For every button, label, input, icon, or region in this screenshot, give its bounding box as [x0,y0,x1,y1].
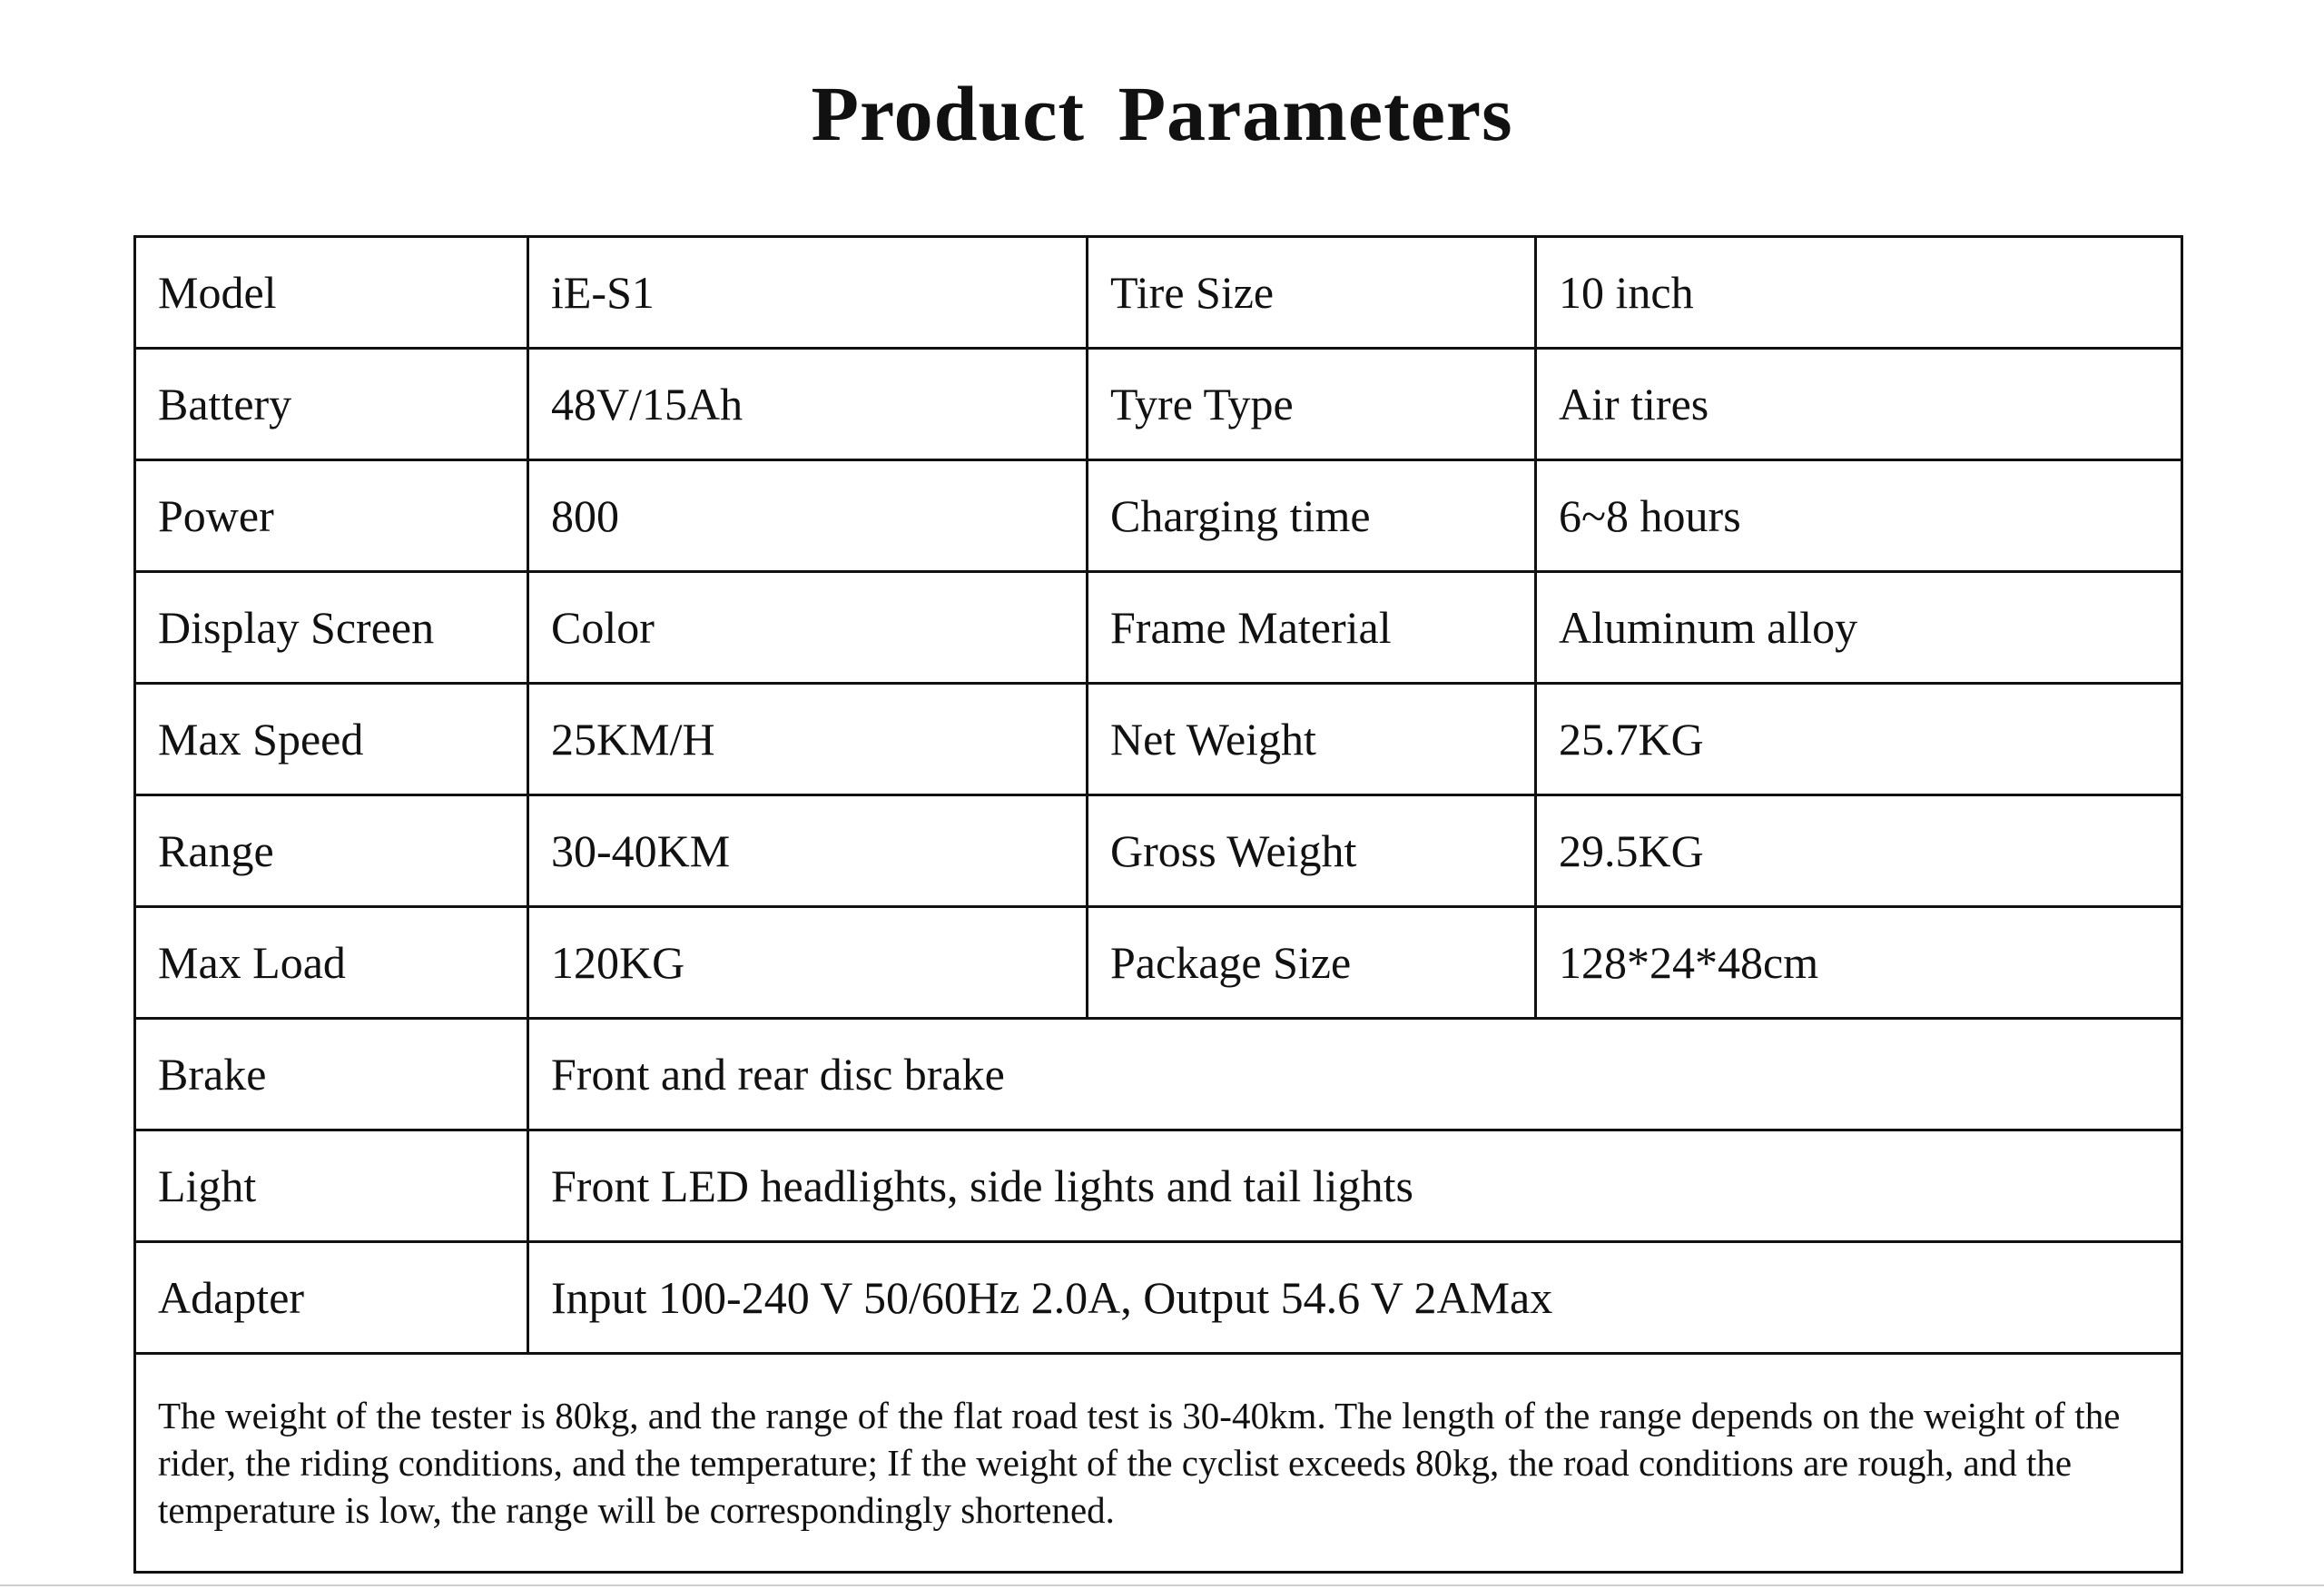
parameter-label: Tire Size [1088,237,1536,349]
table-row [135,237,2182,349]
range-note: The weight of the tester is 80kg, and the range of the flat road test is 30-40km. The length of the range depends on the weight of the rider, the riding conditions, and the temperature; If the weight of the cyclist exceeds 80kg, the road conditions are rough, and the temperature is low, the range will be correspondingly shortened. [135,1354,2182,1573]
parameter-label: Max Speed [135,684,528,795]
parameter-label: Display Screen [135,572,528,684]
parameter-label: Gross Weight [1088,795,1536,907]
table-row [135,572,2182,684]
parameter-label: Power [135,460,528,572]
parameter-label: Battery [135,349,528,460]
parameter-label: Tyre Type [1088,349,1536,460]
parameter-value: Input 100-240 V 50/60Hz 2.0A, Output 54.6 V 2AMax [528,1242,2182,1354]
table-row [135,1242,2182,1354]
table-row [135,460,2182,572]
parameter-value: 128*24*48cm [1536,907,2182,1019]
parameter-value: 29.5KG [1536,795,2182,907]
table-row [135,684,2182,795]
parameter-value: 48V/15Ah [528,349,1088,460]
table-row [135,1130,2182,1242]
parameter-value: 800 [528,460,1088,572]
parameter-value: Air tires [1536,349,2182,460]
page-title: Product Parameters [811,70,1513,157]
parameter-value: 30-40KM [528,795,1088,907]
parameter-label: Adapter [135,1242,528,1354]
divider [0,1584,2324,1586]
parameter-value: 25KM/H [528,684,1088,795]
parameter-label: Light [135,1130,528,1242]
parameter-value: iE-S1 [528,237,1088,349]
parameter-value: Color [528,572,1088,684]
table-row [135,907,2182,1019]
parameter-label: Charging time [1088,460,1536,572]
parameter-value: Front and rear disc brake [528,1019,2182,1130]
parameter-value: Aluminum alloy [1536,572,2182,684]
parameter-value: 10 inch [1536,237,2182,349]
table-row [135,1019,2182,1130]
parameter-label: Package Size [1088,907,1536,1019]
parameter-label: Range [135,795,528,907]
parameter-value: 6~8 hours [1536,460,2182,572]
parameter-value: 25.7KG [1536,684,2182,795]
parameter-label: Frame Material [1088,572,1536,684]
parameter-label: Max Load [135,907,528,1019]
parameter-value: Front LED headlights, side lights and tail lights [528,1130,2182,1242]
table-row [135,1354,2182,1573]
table-row [135,795,2182,907]
table-row [135,349,2182,460]
parameter-label: Net Weight [1088,684,1536,795]
product-parameters-table [133,235,2183,1574]
parameter-value: 120KG [528,907,1088,1019]
parameter-label: Brake [135,1019,528,1130]
parameter-label: Model [135,237,528,349]
